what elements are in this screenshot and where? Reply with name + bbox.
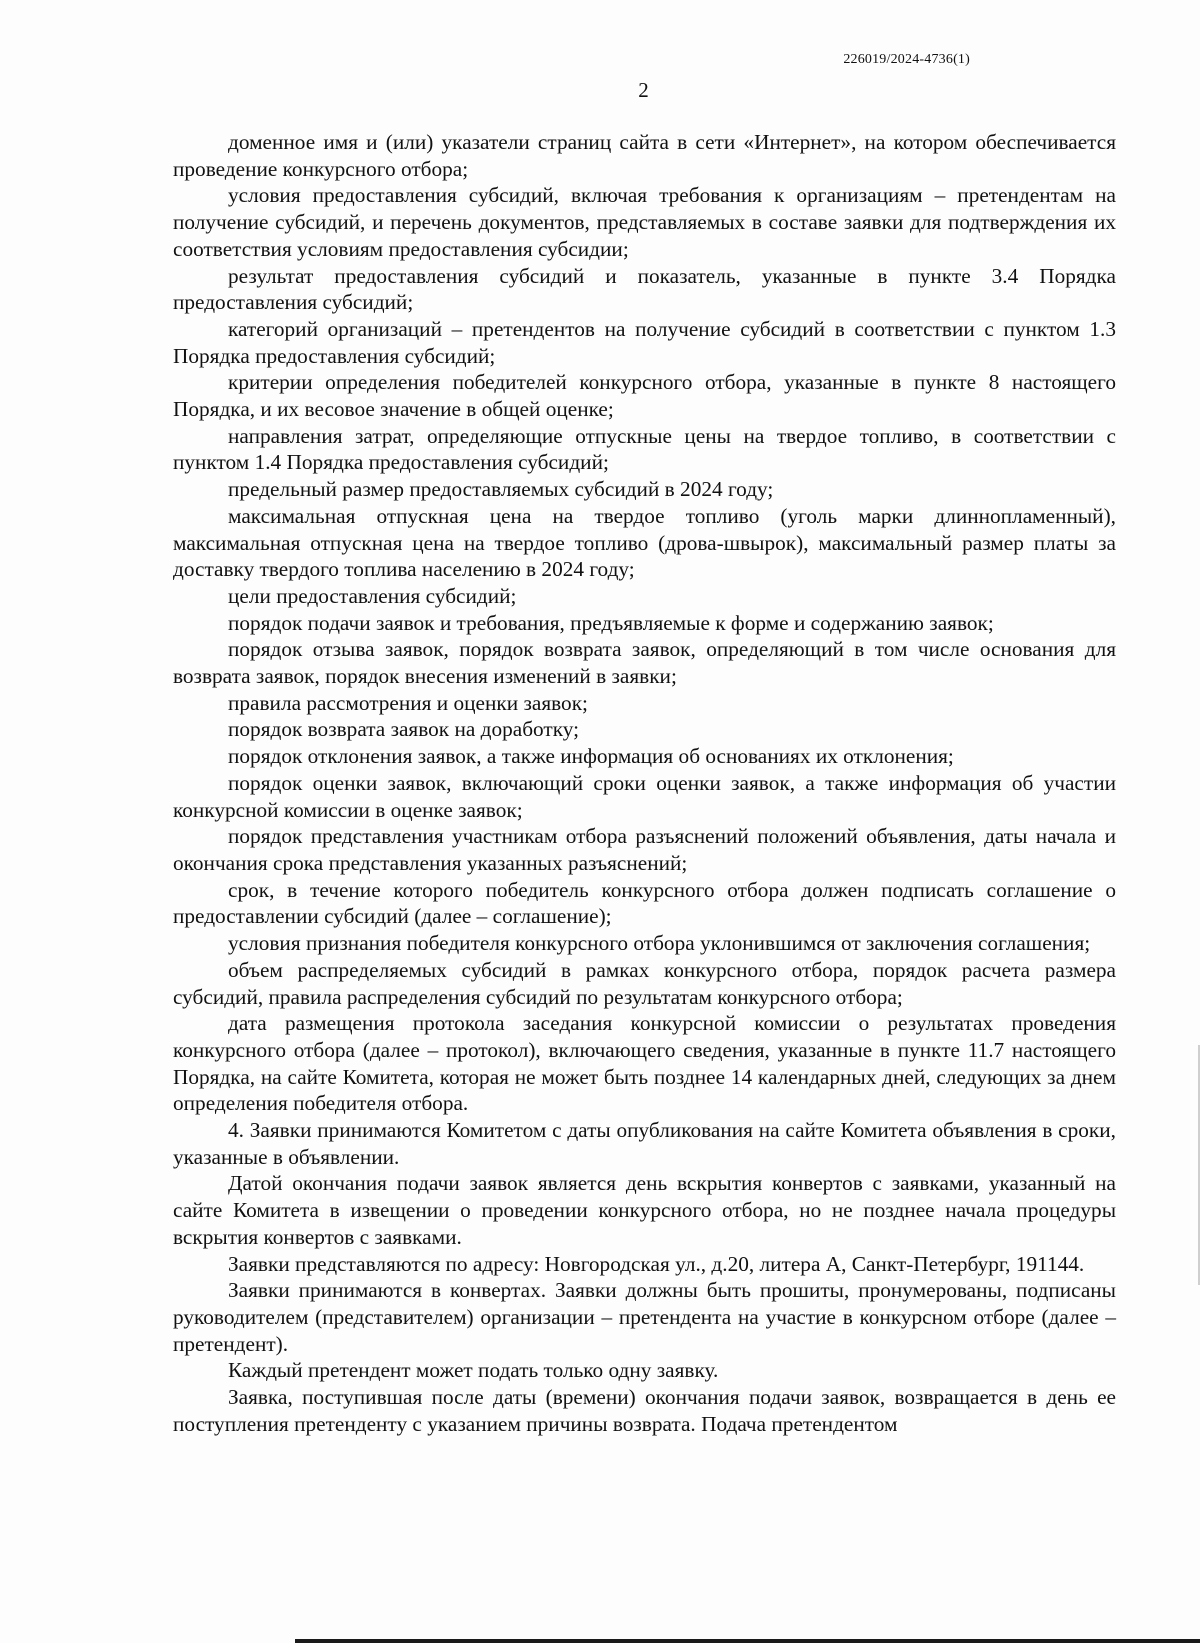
paragraph: срок, в течение которого победитель конкурсного отбора должен подписать соглашение о предоставлении субсидий (далее – соглашение); [173, 877, 1116, 929]
paragraph: Заявки представляются по адресу: Новгородская ул., д.20, литера А, Санкт-Петербург, 191144. [228, 1251, 1085, 1276]
paragraph: цели предоставления субсидий; [228, 583, 517, 608]
paragraph: Заявка, поступившая после даты (времени) окончания подачи заявок, возвращается в день ее поступления претенденту с указанием причины возврата. Подача претендентом [173, 1385, 1116, 1436]
paragraph: Каждый претендент может подать только одну заявку. [228, 1358, 719, 1383]
paragraph: порядок оценки заявок, включающий сроки оценки заявок, а также информация об участии конкурсной комиссии в оценке заявок; [173, 770, 1116, 822]
paragraph: максимальная отпускная цена на твердое топливо (уголь марки длиннопламенный), максимальная отпускная цена на твердое топливо (дрова-швырок), максимальный размер платы за доставку твердого топлива населению в 2024 году; [173, 503, 1116, 582]
paragraph: порядок отзыва заявок, порядок возврата заявок, определяющий в том числе основания для возврата заявок, порядок внесения изменений в заявки; [173, 637, 1116, 689]
paragraph: порядок отклонения заявок, а также информация об основаниях их отклонения; [228, 744, 954, 769]
paragraph: доменное имя и (или) указатели страниц сайта в сети «Интернет», на котором обеспечивается проведение конкурсного отбора; [173, 130, 1116, 181]
paragraph: критерии определения победителей конкурсного отбора, указанные в пункте 8 настоящего Порядка, и их весовое значение в общей оценке; [173, 370, 1116, 422]
paragraph: результат предоставления субсидий и показатель, указанные в пункте 3.4 Порядка предоставления субсидий; [173, 263, 1116, 315]
paragraph: направления затрат, определяющие отпускные цены на твердое топливо, в соответствии с пунктом 1.4 Порядка предоставления субсидий; [173, 423, 1116, 475]
paragraph: предельный размер предоставляемых субсидий в 2024 году; [228, 477, 774, 502]
paragraph: порядок возврата заявок на доработку; [228, 717, 580, 742]
paragraph: условия признания победителя конкурсного отбора уклонившимся от заключения соглашения; [228, 931, 1091, 956]
paragraph: категорий организаций – претендентов на получение субсидий в соответствии с пунктом 1.3 Порядка предоставления субсидий; [173, 316, 1116, 368]
document-registration-number: 226019/2024-4736(1) [843, 52, 970, 67]
paragraph: 4. Заявки принимаются Комитетом с даты опубликования на сайте Комитета объявления в сроки, указанные в объявлении. [173, 1118, 1116, 1169]
paragraph: порядок представления участникам отбора разъяснений положений объявления, даты начала и окончания срока представления указанных разъяснений; [173, 824, 1116, 875]
page-number: 2 [638, 78, 649, 102]
paragraph: порядок подачи заявок и требования, предъявляемые к форме и содержанию заявок; [228, 610, 994, 635]
paragraph: правила рассмотрения и оценки заявок; [228, 690, 588, 715]
paragraph: объем распределяемых субсидий в рамках конкурсного отбора, порядок расчета размера субсидий, правила распределения субсидий по результатам конкурсного отбора; [173, 957, 1116, 1009]
paragraph: Заявки принимаются в конвертах. Заявки должны быть прошиты, пронумерованы, подписаны руководителем (представителем) организации – претендента на участие в конкурсном отборе (далее – претендент). [173, 1278, 1116, 1356]
paragraph: дата размещения протокола заседания конкурсной комиссии о результатах проведения конкурсного отбора (далее – протокол), включающего сведения, указанные в пункте 11.7 настоящего Порядка, на сайте Комитета, которая не может быть позднее 14 календарных дней, следующих за днем определения победителя отбора. [173, 1011, 1116, 1116]
scan-bottom-border [295, 1639, 1200, 1643]
document-body [173, 129, 1116, 1437]
paragraph: условия предоставления субсидий, включая требования к организациям – претендентам на получение субсидий, и перечень документов, представляемых в составе заявки для подтверждения их соответствия условиям предоставления субсидии; [173, 183, 1116, 261]
paragraph: Датой окончания подачи заявок является день вскрытия конвертов с заявками, указанный на сайте Комитета в извещении о проведении конкурсного отбора, но не позднее начала процедуры вскрытия конвертов с заявками. [173, 1171, 1116, 1249]
